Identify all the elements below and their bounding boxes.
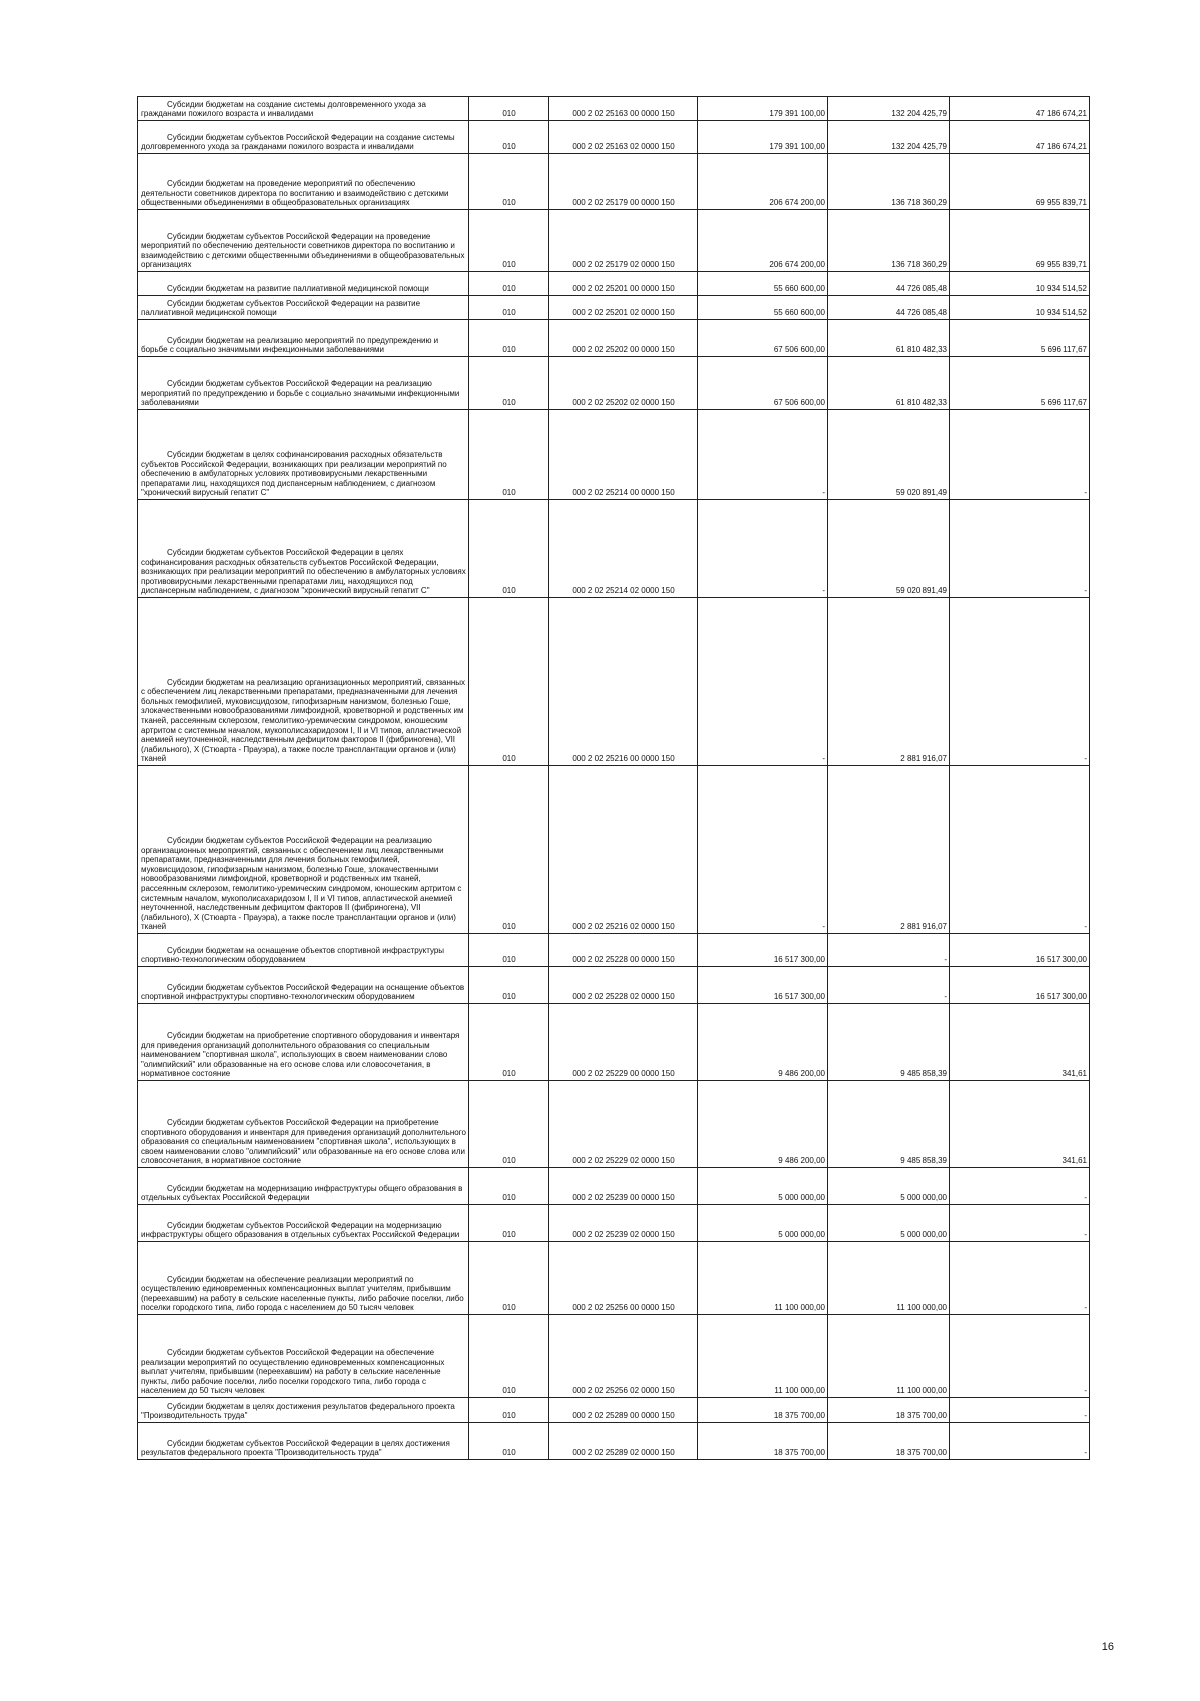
table-row	[138, 154, 1090, 210]
row-executed-cell: 2 881 916,07	[828, 766, 950, 934]
row-executed-cell: 11 100 000,00	[828, 1242, 950, 1315]
row-name-text: Субсидии бюджетам субъектов Российской Федерации на создание системы долговременного ухода за гражданами пожилого возраста и инвалидами	[141, 132, 455, 152]
budget-table-container	[137, 96, 1089, 1460]
table-row	[138, 766, 1090, 934]
row-name-cell	[138, 1315, 469, 1398]
row-name-cell	[138, 357, 469, 410]
table-row	[138, 1398, 1090, 1423]
row-executed-cell: 61 810 482,33	[828, 357, 950, 410]
row-approved-cell: -	[698, 598, 828, 766]
row-remainder-cell: -	[950, 598, 1090, 766]
row-executed-cell: -	[828, 967, 950, 1004]
table-row	[138, 598, 1090, 766]
row-kbk-cell: 000 2 02 25216 00 0000 150	[549, 598, 698, 766]
row-remainder-cell: -	[950, 766, 1090, 934]
row-executed-cell: 18 375 700,00	[828, 1423, 950, 1460]
row-name-cell	[138, 1205, 469, 1242]
row-kbk-cell: 000 2 02 25216 02 0000 150	[549, 766, 698, 934]
row-approved-cell: 11 100 000,00	[698, 1315, 828, 1398]
row-name-text: Субсидии бюджетам на оснащение объектов спортивной инфраструктуры спортивно-технологическим оборудованием	[141, 945, 445, 965]
row-code-cell: 010	[469, 766, 549, 934]
budget-execution-table	[137, 96, 1090, 1460]
row-approved-cell: 11 100 000,00	[698, 1242, 828, 1315]
row-code-cell: 010	[469, 97, 549, 121]
row-name-cell	[138, 210, 469, 272]
row-remainder-cell: -	[950, 500, 1090, 598]
row-kbk-cell: 000 2 02 25289 02 0000 150	[549, 1423, 698, 1460]
row-kbk-cell: 000 2 02 25202 00 0000 150	[549, 320, 698, 357]
row-kbk-cell: 000 2 02 25256 00 0000 150	[549, 1242, 698, 1315]
row-remainder-cell: 69 955 839,71	[950, 210, 1090, 272]
row-kbk-cell: 000 2 02 25179 00 0000 150	[549, 154, 698, 210]
row-kbk-cell: 000 2 02 25163 00 0000 150	[549, 97, 698, 121]
row-name-cell	[138, 410, 469, 500]
row-name-text: Субсидии бюджетам в целях софинансирования расходных обязательств субъектов Российской Федерации, возникающих при реализации мероприятий по обеспечению в амбулаторных условиях противовирусными лекарственными препаратами лиц, находящихся под диспансерным наблюдением, с диагнозом "хронический вирусный гепатит С"	[141, 450, 447, 498]
row-approved-cell: 5 000 000,00	[698, 1205, 828, 1242]
table-row	[138, 210, 1090, 272]
row-remainder-cell: -	[950, 1423, 1090, 1460]
row-code-cell: 010	[469, 357, 549, 410]
row-name-text: Субсидии бюджетам на развитие паллиативной медицинской помощи	[167, 284, 429, 294]
row-name-text: Субсидии бюджетам на приобретение спортивного оборудования и инвентаря для приведения организаций дополнительного образования со специальным наименованием "спортивная школа", использующих в своем наименовании слово "олимпийский" или образованные на его основе слова или словосочетания, в нормативное состояние	[141, 1031, 460, 1079]
row-executed-cell: 11 100 000,00	[828, 1315, 950, 1398]
row-name-cell	[138, 154, 469, 210]
row-name-cell	[138, 121, 469, 154]
row-name-text: Субсидии бюджетам субъектов Российской Федерации в целях софинансирования расходных обязательств субъектов Российской Федерации, возникающих при реализации мероприятий по обеспечению в амбулаторных условиях противовирусными лекарственными препаратами лиц, находящихся под диспансерным наблюдением, с диагнозом "хронический вирусный гепатит С"	[141, 548, 466, 596]
row-remainder-cell: -	[950, 1315, 1090, 1398]
row-name-cell	[138, 1168, 469, 1205]
row-name-text: Субсидии бюджетам на модернизацию инфраструктуры общего образования в отдельных субъектах Российской Федерации	[141, 1183, 463, 1203]
row-executed-cell: 9 485 858,39	[828, 1081, 950, 1168]
row-code-cell: 010	[469, 1423, 549, 1460]
row-code-cell: 010	[469, 210, 549, 272]
row-remainder-cell: 5 696 117,67	[950, 320, 1090, 357]
table-row	[138, 1315, 1090, 1398]
row-code-cell: 010	[469, 320, 549, 357]
row-remainder-cell: 10 934 514,52	[950, 296, 1090, 320]
row-remainder-cell: 10 934 514,52	[950, 272, 1090, 296]
row-code-cell: 010	[469, 1315, 549, 1398]
table-row	[138, 967, 1090, 1004]
row-name-cell	[138, 1081, 469, 1168]
row-approved-cell: -	[698, 500, 828, 598]
row-approved-cell: 67 506 600,00	[698, 357, 828, 410]
table-row	[138, 1242, 1090, 1315]
row-approved-cell: 206 674 200,00	[698, 154, 828, 210]
row-code-cell: 010	[469, 296, 549, 320]
row-executed-cell: 9 485 858,39	[828, 1004, 950, 1081]
row-code-cell: 010	[469, 1081, 549, 1168]
table-row	[138, 934, 1090, 967]
row-name-text: Субсидии бюджетам субъектов Российской Федерации на приобретение спортивного оборудования и инвентаря для приведения организаций дополнительного образования со специальным наименованием "спортивная школа", использующих в своем наименовании слово "олимпийский" или образованные на его основе слова или словосочетания, в нормативное состояние	[141, 1118, 466, 1166]
row-name-text: Субсидии бюджетам субъектов Российской Федерации на модернизацию инфраструктуры общего образования в отдельных субъектах Российской Федерации	[141, 1220, 460, 1240]
table-row	[138, 357, 1090, 410]
row-kbk-cell: 000 2 02 25214 02 0000 150	[549, 500, 698, 598]
row-remainder-cell: 341,61	[950, 1081, 1090, 1168]
table-row	[138, 320, 1090, 357]
row-kbk-cell: 000 2 02 25289 00 0000 150	[549, 1398, 698, 1423]
row-code-cell: 010	[469, 934, 549, 967]
row-kbk-cell: 000 2 02 25239 02 0000 150	[549, 1205, 698, 1242]
row-code-cell: 010	[469, 410, 549, 500]
row-name-text: Субсидии бюджетам субъектов Российской Федерации на реализацию мероприятий по предупреждению и борьбе с социально значимыми инфекционными заболеваниями	[141, 379, 460, 408]
row-name-text: Субсидии бюджетам на реализацию мероприятий по предупреждению и борьбе с социально значимыми инфекционными заболеваниями	[141, 335, 439, 355]
row-kbk-cell: 000 2 02 25239 00 0000 150	[549, 1168, 698, 1205]
row-remainder-cell: 47 186 674,21	[950, 121, 1090, 154]
row-executed-cell: 2 881 916,07	[828, 598, 950, 766]
row-remainder-cell: -	[950, 1242, 1090, 1315]
row-kbk-cell: 000 2 02 25256 02 0000 150	[549, 1315, 698, 1398]
row-name-text: Субсидии бюджетам субъектов Российской Федерации на обеспечение реализации мероприятий по осуществлению единовременных компенсационных выплат учителям, прибывшим (переехавшим) на работу в сельские населенные пункты, либо рабочие поселки, либо поселки городского типа, либо города с населением до 50 тысяч человек	[141, 1348, 445, 1396]
row-name-cell	[138, 934, 469, 967]
row-name-text: Субсидии бюджетам в целях достижения результатов федерального проекта "Производительность труда"	[141, 1401, 455, 1421]
row-code-cell: 010	[469, 967, 549, 1004]
table-row	[138, 410, 1090, 500]
row-code-cell: 010	[469, 1398, 549, 1423]
row-approved-cell: 18 375 700,00	[698, 1423, 828, 1460]
row-name-cell	[138, 598, 469, 766]
row-executed-cell: 136 718 360,29	[828, 154, 950, 210]
row-approved-cell: 16 517 300,00	[698, 934, 828, 967]
row-code-cell: 010	[469, 1205, 549, 1242]
row-approved-cell: 18 375 700,00	[698, 1398, 828, 1423]
row-kbk-cell: 000 2 02 25229 00 0000 150	[549, 1004, 698, 1081]
table-row	[138, 97, 1090, 121]
row-approved-cell: 9 486 200,00	[698, 1081, 828, 1168]
row-remainder-cell: 16 517 300,00	[950, 934, 1090, 967]
row-name-text: Субсидии бюджетам на создание системы долговременного ухода за гражданами пожилого возраста и инвалидами	[141, 99, 426, 119]
row-remainder-cell: -	[950, 1168, 1090, 1205]
row-kbk-cell: 000 2 02 25229 02 0000 150	[549, 1081, 698, 1168]
table-row	[138, 1004, 1090, 1081]
table-row	[138, 500, 1090, 598]
row-name-cell	[138, 967, 469, 1004]
row-approved-cell: 5 000 000,00	[698, 1168, 828, 1205]
row-executed-cell: 5 000 000,00	[828, 1205, 950, 1242]
row-approved-cell: 55 660 600,00	[698, 272, 828, 296]
row-kbk-cell: 000 2 02 25201 02 0000 150	[549, 296, 698, 320]
row-name-cell	[138, 500, 469, 598]
row-executed-cell: 5 000 000,00	[828, 1168, 950, 1205]
row-name-cell	[138, 296, 469, 320]
table-row	[138, 1423, 1090, 1460]
row-name-text: Субсидии бюджетам субъектов Российской Федерации на реализацию организационных мероприятий, связанных с обеспечением лиц лекарственными препаратами, предназначенными для лечения больных гемофилией, муковисцидозом, гипофизарным нанизмом, болезнью Гоше, злокачественными новообразованиями лимфоидной, кроветворной и родственных им тканей, рассеянным склерозом, гемолитико-уремическим синдромом, юношеским артритом с системным началом, мукополисахаридозом I, II и VI типов, апластической анемией неуточненной, наследственным дефицитом факторов II (фибриногена), VII (лабильного), X (Стюарта - Прауэра), а также после трансплантации органов и (или) тканей	[141, 836, 462, 932]
row-kbk-cell: 000 2 02 25202 02 0000 150	[549, 357, 698, 410]
row-kbk-cell: 000 2 02 25163 02 0000 150	[549, 121, 698, 154]
row-kbk-cell: 000 2 02 25228 00 0000 150	[549, 934, 698, 967]
row-name-text: Субсидии бюджетам субъектов Российской Федерации на оснащение объектов спортивной инфраструктуры спортивно-технологическим оборудованием	[141, 982, 465, 1002]
row-name-cell	[138, 272, 469, 296]
row-code-cell: 010	[469, 500, 549, 598]
row-executed-cell: -	[828, 934, 950, 967]
row-name-cell	[138, 1398, 469, 1423]
row-kbk-cell: 000 2 02 25179 02 0000 150	[549, 210, 698, 272]
row-executed-cell: 44 726 085,48	[828, 296, 950, 320]
row-name-text: Субсидии бюджетам субъектов Российской Федерации в целях достижения результатов федерального проекта "Производительность труда"	[141, 1438, 450, 1458]
table-row	[138, 1168, 1090, 1205]
row-code-cell: 010	[469, 272, 549, 296]
row-executed-cell: 136 718 360,29	[828, 210, 950, 272]
row-name-text: Субсидии бюджетам субъектов Российской Федерации на проведение мероприятий по обеспечению деятельности советников директора по воспитанию и взаимодействию с детскими общественными объединениями в общеобразовательных организациях	[141, 231, 465, 270]
row-code-cell: 010	[469, 121, 549, 154]
row-code-cell: 010	[469, 598, 549, 766]
row-remainder-cell: 16 517 300,00	[950, 967, 1090, 1004]
row-name-cell	[138, 766, 469, 934]
row-approved-cell: 206 674 200,00	[698, 210, 828, 272]
row-code-cell: 010	[469, 1004, 549, 1081]
row-name-cell	[138, 320, 469, 357]
table-row	[138, 121, 1090, 154]
row-name-cell	[138, 1004, 469, 1081]
row-kbk-cell: 000 2 02 25214 00 0000 150	[549, 410, 698, 500]
table-row	[138, 296, 1090, 320]
row-executed-cell: 18 375 700,00	[828, 1398, 950, 1423]
row-name-text: Субсидии бюджетам на обеспечение реализации мероприятий по осуществлению единовременных компенсационных выплат учителям, прибывшим (переехавшим) на работу в сельские населенные пункты, либо рабочие поселки, либо поселки городского типа, либо города с населением до 50 тысяч человек	[141, 1274, 464, 1313]
row-approved-cell: -	[698, 410, 828, 500]
row-approved-cell: 16 517 300,00	[698, 967, 828, 1004]
row-executed-cell: 132 204 425,79	[828, 121, 950, 154]
row-remainder-cell: -	[950, 410, 1090, 500]
row-remainder-cell: 47 186 674,21	[950, 97, 1090, 121]
table-row	[138, 1081, 1090, 1168]
row-remainder-cell: 341,61	[950, 1004, 1090, 1081]
table-body	[138, 97, 1090, 1460]
page-number: 16	[1101, 1641, 1114, 1653]
row-approved-cell: 179 391 100,00	[698, 121, 828, 154]
row-remainder-cell: -	[950, 1398, 1090, 1423]
row-executed-cell: 61 810 482,33	[828, 320, 950, 357]
row-remainder-cell: -	[950, 1205, 1090, 1242]
row-executed-cell: 132 204 425,79	[828, 97, 950, 121]
table-row	[138, 272, 1090, 296]
row-executed-cell: 59 020 891,49	[828, 410, 950, 500]
row-remainder-cell: 5 696 117,67	[950, 357, 1090, 410]
row-executed-cell: 59 020 891,49	[828, 500, 950, 598]
row-name-text: Субсидии бюджетам на реализацию организационных мероприятий, связанных с обеспечением лиц лекарственными препаратами, предназначенными для лечения больных гемофилией, муковисцидозом, гипофизарным нанизмом, болезнью Гоше, злокачественными новообразованиями лимфоидной, кроветворной и родственных им тканей, рассеянным склерозом, гемолитико-уремическим синдромом, юношеским артритом с системным началом, мукополисахаридозом I, II и VI типов, апластической анемией неуточненной, наследственным дефицитом факторов II (фибриногена), VII (лабильного), X (Стюарта - Прауэра), а также после трансплантации органов и (или) тканей	[141, 677, 466, 764]
row-name-text: Субсидии бюджетам субъектов Российской Федерации на развитие паллиативной медицинской помощи	[141, 298, 421, 318]
row-kbk-cell: 000 2 02 25201 00 0000 150	[549, 272, 698, 296]
table-row	[138, 1205, 1090, 1242]
row-code-cell: 010	[469, 154, 549, 210]
row-approved-cell: 55 660 600,00	[698, 296, 828, 320]
row-executed-cell: 44 726 085,48	[828, 272, 950, 296]
row-approved-cell: 67 506 600,00	[698, 320, 828, 357]
row-approved-cell: -	[698, 766, 828, 934]
row-name-cell	[138, 1423, 469, 1460]
row-approved-cell: 9 486 200,00	[698, 1004, 828, 1081]
row-code-cell: 010	[469, 1168, 549, 1205]
row-kbk-cell: 000 2 02 25228 02 0000 150	[549, 967, 698, 1004]
row-approved-cell: 179 391 100,00	[698, 97, 828, 121]
row-code-cell: 010	[469, 1242, 549, 1315]
row-name-cell	[138, 97, 469, 121]
row-name-text: Субсидии бюджетам на проведение мероприятий по обеспечению деятельности советников директора по воспитанию и взаимодействию с детскими общественными объединениями в общеобразовательных организациях	[141, 179, 449, 208]
row-remainder-cell: 69 955 839,71	[950, 154, 1090, 210]
row-name-cell	[138, 1242, 469, 1315]
